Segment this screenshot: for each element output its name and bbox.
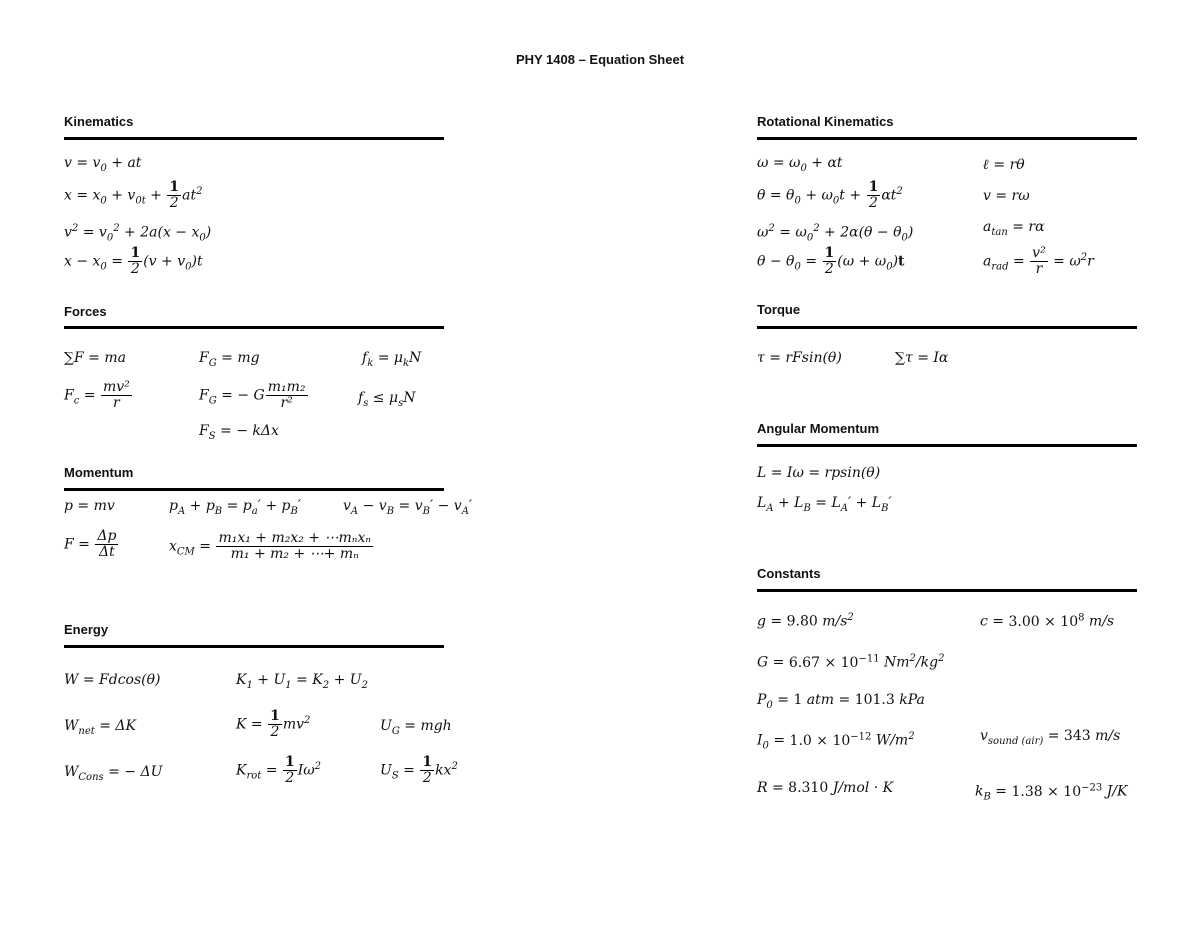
rotational-heading: Rotational Kinematics <box>757 114 894 129</box>
constants-heading: Constants <box>757 566 821 581</box>
page-title: PHY 1408 – Equation Sheet <box>515 52 685 67</box>
rotational-eq-angular-velocity: $\omega = \omega_0 + \alpha t$ <box>757 155 843 174</box>
kinematics-rule <box>64 137 444 140</box>
rotational-eq-radial-accel: $a_{rad}$ = $\frac{\text{v²}}{r}$ = $\omega^2r$ <box>983 245 1094 277</box>
energy-heading: Energy <box>64 622 109 637</box>
forces-eq-gravitation: $F_G$ = − G $\frac{\text{m₁m₂}}{\text{r²}}$ <box>199 379 306 411</box>
momentum-eq-definition: p = mv <box>64 498 115 514</box>
energy-eq-spring-potential: $U_S$ = $\frac{1}{2}$ $kx^2$ <box>380 754 458 786</box>
torque-rule <box>757 326 1137 329</box>
energy-eq-rotational-kinetic: $K_{rot}$ = $\frac{1}{2}$ $I\omega^2$ <box>236 754 322 786</box>
momentum-heading: Momentum <box>64 465 134 480</box>
momentum-eq-relative-velocity: $v_A - v_B = v_B' - v_A'$ <box>343 498 473 517</box>
energy-eq-work: W = Fdcos(θ) <box>64 672 161 688</box>
kinematics-eq-displacement: $x - x_0$ = $\frac{1}{2}$ $(v + v_0)t$ <box>64 245 203 277</box>
energy-eq-conservation: $K_1 + U_1 = K_2 + U_2$ <box>236 672 368 691</box>
momentum-eq-center-of-mass: $x_{CM}$ = $\frac{\text{m₁x₁ + m₂x₂ + ⋯mₙxₙ}}{\text{m₁ + m₂ + ⋯+ mₙ}}$ <box>169 530 372 562</box>
momentum-rule <box>64 488 444 491</box>
forces-eq-centripetal: $F_c$ = $\frac{\text{mv²}}{r}$ <box>64 379 130 411</box>
torque-eq-definition: τ = rFsin(θ) <box>757 350 842 366</box>
constants-rule <box>757 589 1137 592</box>
constant-boltzmann: $k_B = 1.38 \times 10^{-23}$ J/K <box>975 782 1128 803</box>
kinematics-heading: Kinematics <box>64 114 134 129</box>
rotational-eq-angular-displacement: $\theta - \theta_0$ = $\frac{1}{2}$ $(\omega + \omega_0)t$ <box>757 245 905 277</box>
rotational-eq-tangential-accel: $a_{tan} = r\alpha$ <box>983 219 1045 238</box>
constant-gravity-accel: g = 9.80 $m/s^2$ <box>757 612 854 630</box>
angular-eq-definition: L = Iω = rpsin(θ) <box>757 465 881 481</box>
forces-eq-kinetic-friction: $f_k = \mu_kN$ <box>362 350 422 369</box>
forces-heading: Forces <box>64 304 107 319</box>
rotational-eq-omega-squared: $\omega^2 = \omega_0^2 + 2\alpha(\theta - \theta_0)$ <box>757 223 914 244</box>
kinematics-eq-velocity: $v = v_0$ + at <box>64 155 142 174</box>
forces-rule <box>64 326 444 329</box>
constant-gas: R = 8.310 J/mol · K <box>757 780 894 796</box>
energy-rule <box>64 645 444 648</box>
angular-eq-conservation: $L_A + L_B = L_A' + L_B'$ <box>757 495 892 514</box>
rotational-eq-arc-length: ℓ = rθ <box>983 157 1025 173</box>
constant-speed-of-light: $c = 3.00 \times 10^8$ m/s <box>980 612 1115 630</box>
rotational-eq-angle: $\theta = \theta_0 + \omega_0t$ + $\frac{1}{2}$ $\alpha t^2$ <box>757 179 903 211</box>
energy-eq-conservative-work: $W_{Cons}$ = − ΔU <box>64 764 163 783</box>
forces-eq-spring: $F_S$ = − kΔx <box>199 423 279 442</box>
kinematics-eq-velocity-squared: $v^2 = v_0^2 + 2a(x - x_0)$ <box>64 223 212 244</box>
constant-speed-of-sound: $v_{sound (air)} = 343$ m/s <box>980 728 1121 747</box>
kinematics-eq-position: $x = x_0 + v_{0t}$ + $\frac{1}{2}$ $at^2$ <box>64 179 203 211</box>
constant-gravitational: $G = 6.67 \times 10^{-11}$ $Nm^2/kg^2$ <box>757 653 945 671</box>
forces-eq-static-friction: $f_s \le \mu_sN$ <box>358 390 416 409</box>
torque-heading: Torque <box>757 302 801 317</box>
angular-rule <box>757 444 1137 447</box>
energy-eq-gravitational-potential: $U_G$ = mgh <box>380 718 452 737</box>
angular-heading: Angular Momentum <box>757 421 880 436</box>
momentum-eq-conservation: $p_A + p_B = p_a' + p_B'$ <box>169 498 302 517</box>
energy-eq-work-energy: $W_{net} = \Delta K$ <box>64 718 136 737</box>
torque-eq-newton-rotation: ∑τ = Iα <box>895 350 949 366</box>
constant-atmospheric-pressure: $P_0 = 1$ atm = 101.3 kPa <box>757 692 925 711</box>
constant-reference-intensity: $I_0 = 1.0 \times 10^{-12}$ $W/m^2$ <box>757 731 915 752</box>
rotational-eq-linear-speed: v = rω <box>983 188 1030 204</box>
forces-eq-weight: $F_G$ = mg <box>199 350 260 369</box>
forces-eq-newton: ∑F = ma <box>64 350 126 366</box>
energy-eq-kinetic: K = $\frac{1}{2}$ $mv^2$ <box>236 708 311 740</box>
momentum-eq-impulse: F = $\frac{\Delta p}{\Delta t}$ <box>64 528 117 560</box>
rotational-rule <box>757 137 1137 140</box>
